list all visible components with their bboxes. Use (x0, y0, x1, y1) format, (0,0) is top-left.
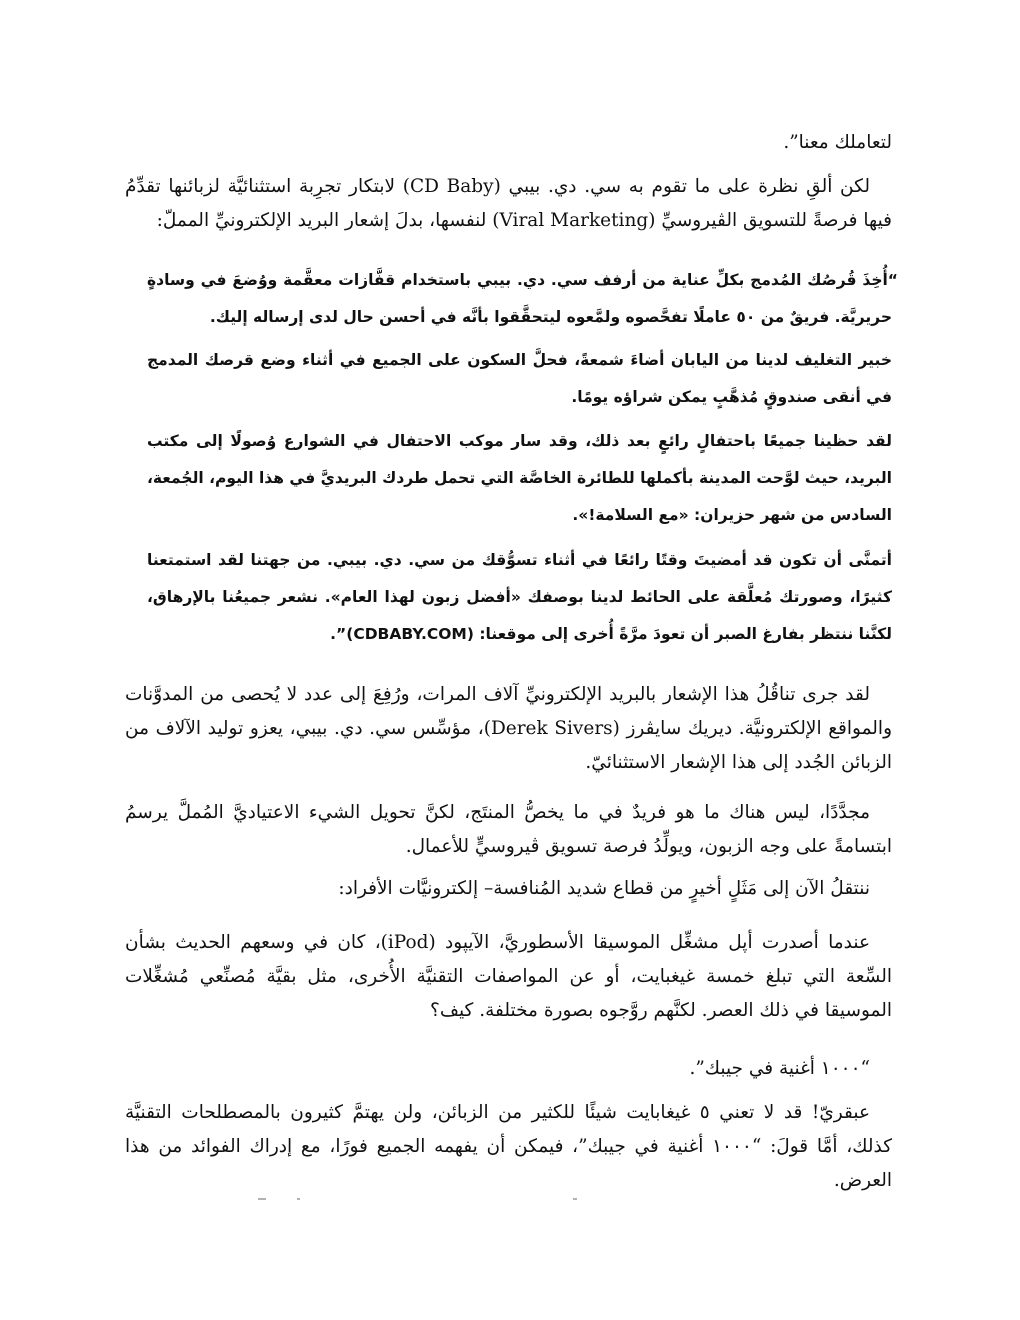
paragraph-ipod-slogan: “١٠٠٠ أغنية في جيبك”. (689, 1058, 870, 1079)
paragraph-apple-ipod: عندما أصدرت أپل مشغِّل الموسيقا الأسطوريَّ، الآيپود (iPod)، كان في وسعهم الحديث بشأن السِّعة التي تبلغ خمسة غيغبايت، أو عن المواصفات التقنيَّة الأُخرى، مثل بقيَّة مُصنِّعي مُشغِّلات الموسيقا في ذلك العصر. لكنَّهم روَّجوه بصورة مختلفة. كيف؟ (125, 932, 892, 1021)
document-page (125, 0, 898, 1320)
paragraph-cd-baby-intro: لكن ألقِ نظرة على ما تقوم به سي. دي. بيبي (CD Baby) لابتكار تجرِبة استثنائيَّة لزبائنها تقدِّمُ فيها فرصةً للتسويق الڤيروسيِّ (Viral Marketing) لنفسها، بدلَ إشعار البريد الإلكترونيِّ المملّ: (125, 176, 892, 231)
paragraph-genius-conclusion: عبقريّ! قد لا تعني ٥ غيغابايت شيئًا للكثير من الزبائن، ولن يهتمَّ كثيرون بالمصطلحات التقنيَّة كذلك، أمَّا قولَ: “١٠٠٠ أغنية في جيبك”، فيمكن أن يفهمه الجميع فورًا، مع إدراك الفوائد من هذا العرض. (125, 1102, 893, 1191)
blockquote-customer-of-year: أتمنَّى أن تكون قد أمضيتَ وقتًا رائعًا في أثناء تسوُّقك من سي. دي. بيبي. من جهتنا لقد استمتعنا كثيرًا، وصورتك مُعلَّقة على الحائط لدينا بوصفك «أفضل زبون لهذا العام». نشعر جميعُنا بالإرهاق، لكنَّنا ننتظر بفارغ الصبر أن تعودَ مرَّةً أُخرى إلى موقعنا: (CDBABY.COM)”. (147, 551, 892, 643)
scan-artifact (258, 1198, 266, 1200)
scan-artifact (573, 1198, 577, 1200)
blockquote-cd-packing: “أُخِذَ قُرصُك المُدمج بكلِّ عناية من أرفف سي. دي. بيبي باستخدام قفَّازات معقَّمة ووُضعَ في وسادةٍ حريريَّة. فريقٌ من ٥٠ عاملًا تفحَّصوه ولمَّعوه ليتحقَّقوا بأنَّه في أحسن حال لدى إرساله إليك. (147, 271, 898, 326)
paragraph-email-spread: لقد جرى تناقُلُ هذا الإشعار بالبريد الإلكترونيِّ آلاف المرات، ورُفِعَ إلى عدد لا يُحصى من المدوَّنات والمواقع الإلكترونيَّة. ديريك سايڤرز (Derek Sivers)، مؤسِّس سي. دي. بيبي، يعزو توليد الآلاف من الزبائن الجُدد إلى هذا الإشعار الاستثنائيّ. (125, 684, 892, 773)
scan-artifact (297, 1198, 300, 1200)
paragraph-viral-opportunity: مجدَّدًا، ليس هناك ما هو فريدٌ في ما يخصُّ المنتَج، لكنَّ تحويل الشيء الاعتياديَّ المُملَّ يرسمُ ابتسامةً على وجه الزبون، ويولِّدُ فرصة تسويق ڤيروسيٍّ للأعمال. (125, 802, 892, 857)
blockquote-celebration: لقد حظينا جميعًا باحتفالٍ رائعٍ بعد ذلك، وقد سار موكب الاحتفال في الشوارع وُصولًا إلى مكتب البريد، حيث لوَّحت المدينة بأكملها للطائرة الخاصَّة التي تحمل طردك البريديَّ في هذا اليوم، الجُمعة، السادس من شهر حزيران: «مع السلامة!». (147, 432, 892, 524)
blockquote-packaging-expert: خبير التغليف لدينا من اليابان أضاءَ شمعةً، فحلَّ السكون على الجميع في أثناء وضع قرصك المدمج في أنقى صندوقٍ مُذهَّبٍ يمكن شراؤه يومًا. (147, 351, 892, 406)
paragraph-consumer-electronics: ننتقلُ الآن إلى مَثَلٍ أخيرٍ من قطاع شديد المُنافسة– إلكترونيَّات الأفراد: (338, 878, 870, 899)
paragraph-closing-line: لتعاملك معنا”. (783, 132, 892, 153)
